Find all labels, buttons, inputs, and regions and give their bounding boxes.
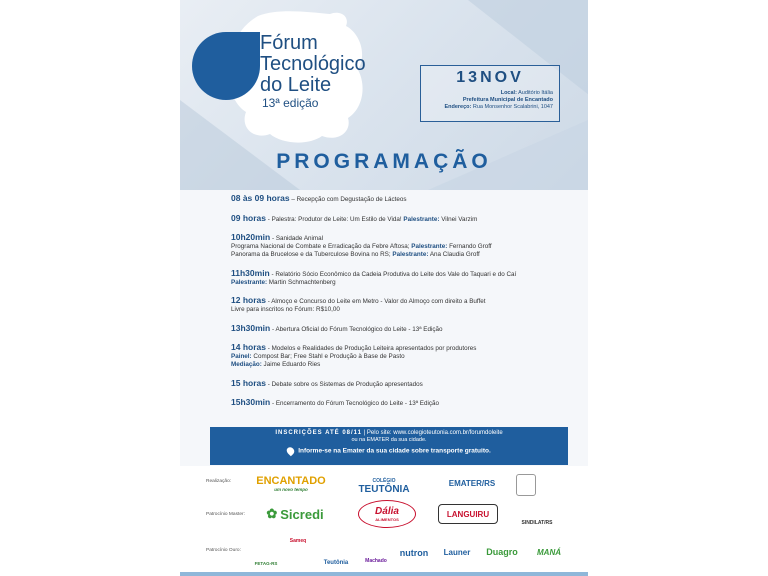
schedule-line [231,214,581,224]
schedule-role-label: Palestrante: [392,251,429,258]
drop-logo-icon [192,32,260,100]
sicredi-logo [260,504,330,524]
schedule-line [231,251,581,259]
title-line: do Leite [260,74,332,96]
encantado-sub: um novo tempo [274,486,308,492]
endereco-label: Endereço: [444,104,472,110]
schedule-line [231,398,581,408]
schedule-text: Programa Nacional de Combate e Erradicação da Febre Aftosa; [231,243,412,250]
schedule-line [231,296,581,306]
section-title: PROGRAMAÇÃO [276,150,492,173]
schedule-person: Fernando Groff [447,243,492,250]
teutonia-city-logo: Teutônia [323,560,349,566]
fetag-logo: FETAG-RS [254,561,278,566]
schedule-line [231,233,581,243]
schedule-line [231,343,581,353]
registration-alt: ou na EMATER da sua cidade. [351,437,427,443]
schedule-item [231,194,581,204]
schedule-time: 15h30min [231,397,271,407]
sicredi-text: Sicredi [280,506,324,522]
edition-label: 13ª edição [262,96,319,110]
prefeitura-label: Prefeitura Municipal de Encantado [462,97,553,103]
schedule-line [231,361,581,369]
schedule-text: - Palestra: Produtor de Leite: Um Estilo de Vida! [265,215,404,223]
schedule-person: Compost Bar; Free Stahl e Produção à Base de Pasto [251,353,405,360]
dalia-text: Dália [375,506,399,517]
event-poster [180,0,588,576]
realizacao-label: Realização: [206,479,232,484]
schedule-time: 11h30min [231,267,270,278]
schedule-line [231,269,581,279]
local-label: Local: [500,90,517,96]
schedule-time: 09 horas [231,212,266,223]
launer-logo: Launer [443,547,471,557]
schedule-item [231,398,581,408]
schedule-time: 15 horas [231,377,266,388]
duagro-logo: Duagro [486,547,518,557]
title-line: Fórum [260,32,318,54]
languiru-logo: LANGUIRU [438,504,498,524]
sindilat-logo: SINDILAT/RS [521,520,553,526]
schedule-item [231,214,581,224]
schedule-item [231,379,581,389]
schedule-item [231,324,581,334]
schedule-text: - Relatório Sócio Econômico da Cadeia Produtiva do Leite dos Vale do Taquari e do Caí [269,270,517,278]
forum-title [260,33,366,96]
emater-logo: EMATER/RS [448,478,496,488]
schedule-text: - Modelos e Realidades de Produção Leiteira apresentados por produtores [265,345,477,352]
schedule-text: - Encerramento do Fórum Tecnológico do Leite - 13ª Edição [270,400,440,407]
schedule-time: 12 horas [231,295,266,305]
sponsors-section [180,466,588,576]
sicredi-icon: ✿ [266,506,278,521]
schedule-text: - Almoço e Concurso do Leite em Metro - Valor do Almoço com direito a Buffet [265,298,486,305]
master-label: Patrocínio Master: [206,512,245,517]
schedule-role-label: Palestrante: [411,243,448,250]
registration-banner [210,427,568,465]
schedule-line [231,306,581,314]
schedule-role-label: Painel: [231,353,252,360]
ouro-label: Patrocínio Ouro: [206,548,241,553]
registration-line [210,430,568,437]
teutonia-top: COLÉGIO [372,477,396,484]
schedule-text: Panorama da Brucelose e da Tuberculose Bovina no RS; [231,251,393,258]
schedule-line [231,194,581,204]
schedule-list [231,194,581,418]
schedule-person: Ana Claudia Groff [428,251,480,258]
registration-deadline: INSCRIÇÕES ATÉ 08/11 [275,430,363,436]
sameq-logo: Sameq [289,538,307,544]
nutron-logo: nutron [399,548,429,558]
transport-info [210,447,568,455]
schedule-item [231,343,581,369]
schedule-time: 14 horas [231,342,266,352]
schedule-text: – Recepção com Degustação de Lácteos [289,196,407,203]
teutonia-logo [350,474,418,498]
bottom-bar [180,572,588,576]
encantado-text: ENCANTADO [256,474,326,487]
machado-logo: Machado [365,558,387,564]
schedule-line [231,279,581,287]
schedule-item [231,269,581,287]
teutonia-text: TEUTÔNIA [358,483,410,495]
schedule-line [231,243,581,251]
schedule-line [231,324,581,334]
schedule-role-label: Mediação: [231,361,262,368]
schedule-text: Livre para inscritos no Fórum: R$10,00 [231,306,340,313]
schedule-item [231,296,581,314]
location-info [427,90,553,111]
schedule-text: - Debate sobre os Sistemas de Produção apresentados [265,380,423,388]
dalia-logo [358,500,416,528]
schedule-item [231,233,581,259]
schedule-role-label: Palestrante: [403,215,440,223]
poster-header [180,0,588,190]
schedule-line [231,353,581,361]
schedule-time: 13h30min [231,322,271,333]
schedule-text: - Sanidade Animal [270,235,324,242]
encantado-logo [256,468,326,498]
local-value: Auditório Itália [518,90,553,96]
title-line: Tecnológico [260,53,366,75]
location-pin-icon [285,446,296,457]
rs-crest-icon [516,474,536,496]
schedule-person: Martin Schmachtenberg [267,278,336,286]
schedule-line [231,379,581,389]
schedule-person: Vilnei Varzim [439,215,478,223]
schedule-role-label: Palestrante: [231,278,268,286]
schedule-person: Jaime Eduardo Ries [261,361,321,368]
endereco-value: Rua Monsenhor Scalabrini, 1047 [472,104,553,110]
dalia-sub: ALIMENTOS [375,517,399,522]
registration-site[interactable]: | Pelo site: www.colegioteutonia.com.br/forumdoleite [362,430,503,436]
mana-logo: MANÁ [537,547,561,557]
schedule-time: 10h20min [231,232,271,242]
schedule-time: 08 às 09 horas [231,193,290,203]
transport-text: Informe-se na Emater da sua cidade sobre transporte gratuito. [298,447,491,455]
date-location-box [420,65,560,122]
schedule-text: - Abertura Oficial do Fórum Tecnológico do Leite - 13ª Edição [270,325,443,333]
event-date: 13NOV [456,69,524,86]
